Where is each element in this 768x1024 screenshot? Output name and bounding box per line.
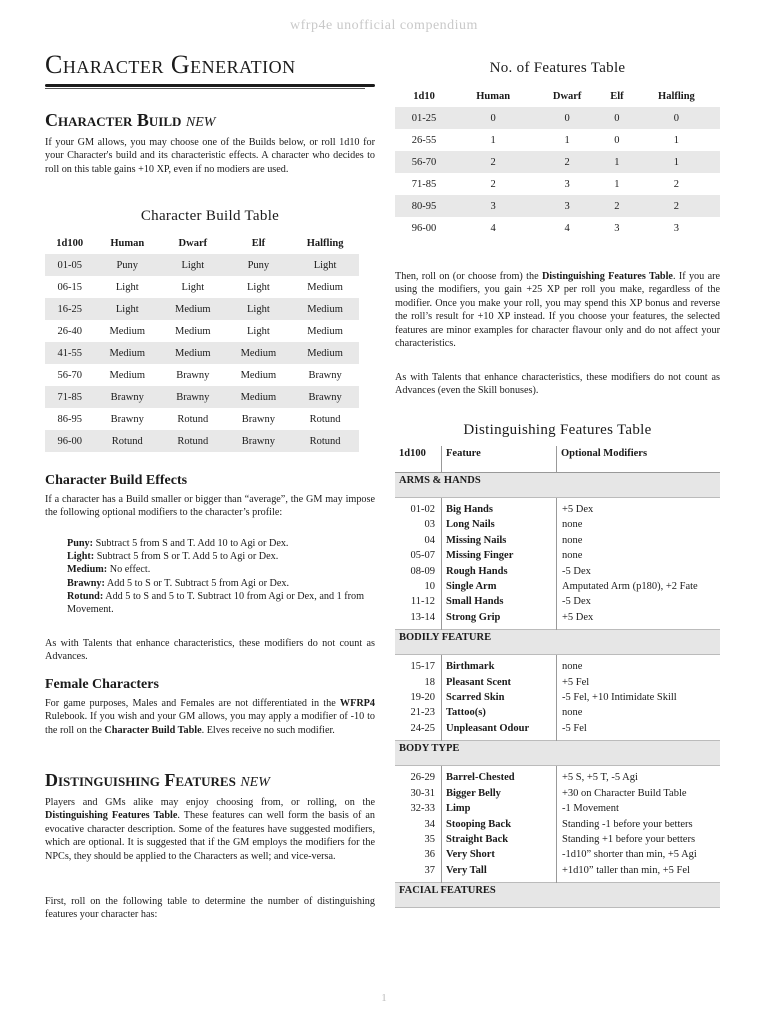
table-cell: Brawny — [110, 413, 144, 425]
roll-cell: 15-17 — [395, 655, 442, 675]
table-row — [395, 107, 720, 129]
category-row — [395, 473, 720, 498]
roll-cell: 04 — [395, 533, 442, 548]
table-row — [395, 675, 720, 690]
modifier-cell: -1d10” shorter than min, +5 Agi — [562, 849, 697, 861]
table-row — [45, 320, 359, 342]
table-row — [395, 847, 720, 862]
table-cell: Light — [226, 298, 292, 320]
table-cell: 1 — [614, 178, 620, 190]
table-cell: 01-05 — [45, 254, 94, 276]
table-cell: Medium — [226, 342, 292, 364]
table-cell: Brawny — [94, 386, 160, 408]
table-cell: 06-15 — [57, 281, 82, 293]
table-cell: Light — [115, 281, 139, 293]
column-header: 1d10 — [413, 90, 435, 102]
feature-cell: Rough Hands — [442, 564, 557, 579]
table-row — [395, 533, 720, 548]
feature-cell: Unpleasant Odour — [442, 721, 557, 741]
table-cell: Light — [247, 281, 270, 293]
table-cell: 01-25 — [395, 107, 453, 129]
table-cell: Brawny — [308, 369, 342, 381]
title-rule — [45, 84, 375, 87]
feature-cell: Missing Finger — [442, 548, 557, 563]
table-row — [395, 517, 720, 532]
table-row — [395, 129, 720, 151]
table-row — [395, 498, 720, 518]
roll-cell: 08-09 — [395, 564, 442, 579]
modifier-cell: +5 Fel — [562, 676, 590, 688]
roll-cell: 03 — [395, 517, 442, 532]
modifier-cell: -1 Movement — [562, 803, 619, 815]
table-cell: Brawny — [160, 386, 226, 408]
table-cell: Rotund — [94, 430, 160, 452]
table-cell: 3 — [564, 178, 570, 190]
column-header: Feature — [442, 446, 557, 473]
feature-cell: Bigger Belly — [442, 786, 557, 801]
table-cell: 2 — [453, 151, 533, 173]
table-header-row — [395, 85, 720, 107]
title-rule-thin — [45, 88, 365, 89]
feature-cell: Long Nails — [442, 517, 557, 532]
modifier-cell: -5 Fel, +10 Intimidate Skill — [562, 692, 677, 704]
feature-cell: Pleasant Scent — [442, 675, 557, 690]
table-cell: 56-70 — [57, 369, 82, 381]
column-header: Human — [476, 90, 511, 102]
table-row — [395, 195, 720, 217]
modifier-cell: +5 Dex — [562, 611, 594, 623]
table-cell: Brawny — [241, 413, 276, 425]
effect-item — [67, 577, 367, 590]
modifier-cell: -5 Dex — [562, 596, 591, 608]
table-cell: 16-25 — [45, 298, 94, 320]
roll-cell: 36 — [395, 847, 442, 862]
modifier-cell: none — [562, 707, 583, 719]
distinguishing-features-table-title: Distinguishing Features Table — [463, 422, 652, 438]
roll-cell: 11-12 — [395, 594, 442, 609]
column-header: Halfling — [658, 90, 695, 102]
column-header: Dwarf — [178, 237, 208, 249]
table-cell: Brawny — [226, 430, 292, 452]
feature-cell: Small Hands — [442, 594, 557, 609]
roll-cell: 05-07 — [395, 548, 442, 563]
table-row — [395, 863, 720, 883]
modifier-cell: +30 on Character Build Table — [562, 787, 687, 799]
table-row — [395, 151, 720, 173]
table-row — [395, 832, 720, 847]
feature-cell: Barrel-Chested — [442, 766, 557, 786]
table-cell: 2 — [673, 178, 680, 190]
table-cell: Light — [94, 298, 160, 320]
roll-cell: 26-29 — [395, 766, 442, 786]
new-tag: NEW — [240, 775, 270, 790]
table-cell: Medium — [291, 298, 359, 320]
table-row — [395, 766, 720, 786]
table-cell: 1 — [633, 151, 720, 173]
modifier-cell: Amputated Arm (p180), +2 Fate — [562, 581, 698, 593]
modifier-cell: +5 Dex — [562, 504, 594, 515]
effect-text: Add 5 to S or T. Subtract 5 from Agi or Dex. — [104, 577, 290, 589]
table-cell: Rotund — [291, 430, 359, 452]
table-row — [45, 430, 359, 452]
table-row — [45, 254, 359, 276]
table-cell: 26-55 — [411, 134, 437, 146]
table-cell: 3 — [533, 195, 601, 217]
table-row — [395, 594, 720, 609]
table-row — [395, 610, 720, 630]
column-header: 1d100 — [56, 237, 84, 249]
effect-item — [67, 537, 367, 550]
table-cell: 3 — [673, 222, 680, 234]
table-cell: 2 — [601, 195, 633, 217]
table-cell: 1 — [564, 134, 570, 146]
roll-cell: 35 — [395, 832, 442, 847]
roll-cell: 01-02 — [395, 498, 442, 518]
table-cell: Light — [247, 325, 270, 337]
roll-cell: 30-31 — [395, 786, 442, 801]
table-cell: 1 — [673, 134, 680, 146]
table-row — [395, 786, 720, 801]
feature-cell: Missing Nails — [442, 533, 557, 548]
feature-cell: Birthmark — [442, 655, 557, 675]
roll-cell: 32-33 — [395, 801, 442, 816]
table-cell: 0 — [614, 134, 620, 146]
table-row — [395, 655, 720, 675]
table-row — [45, 298, 359, 320]
table-cell: Brawny — [176, 369, 210, 381]
roll-cell: 10 — [395, 579, 442, 594]
table-cell: 2 — [490, 178, 496, 190]
table-row — [395, 705, 720, 720]
category-label: BODY TYPE — [395, 741, 720, 766]
effect-item — [67, 590, 367, 616]
table-header-row — [395, 446, 720, 473]
table-cell: 3 — [453, 195, 533, 217]
table-header-row — [45, 232, 359, 254]
column-header: Elf — [610, 90, 624, 102]
category-label: ARMS & HANDS — [395, 473, 720, 498]
feature-cell: Strong Grip — [442, 610, 557, 630]
table-cell: Rotund — [309, 413, 341, 425]
table-row — [45, 276, 359, 298]
modifier-cell: Standing -1 before your betters — [562, 818, 693, 830]
table-cell: 0 — [453, 107, 533, 129]
table-cell: 0 — [633, 107, 720, 129]
features-advances-note: As with Talents that enhance characteristics, these modifiers do not count as Advances (even the Skill bonuses). — [395, 372, 720, 397]
table-cell: 26-40 — [57, 325, 82, 337]
character-build-table-title: Character Build Table — [140, 208, 280, 224]
features-roll-instructions: Then, roll on (or choose from) the Distinguishing Features Table. If you are using the modifiers, you gain +25 XP per roll you make, regardless of the modifier. Once you make your roll, you may spend this XP bonus and reverse the roll’s result for +10 XP instead. If you choose your features, the selected features are minor examples for character flavour only and do not affect your characteristics. — [395, 271, 721, 350]
running-header: wfrp4e unofficial compendium — [290, 18, 478, 33]
table-row — [395, 801, 720, 816]
table-cell: Medium — [240, 369, 277, 381]
category-row — [395, 883, 720, 908]
table-row — [395, 721, 720, 741]
build-effects-intro: If a character has a Build smaller or bigger than “average”, the GM may impose the following optional modifiers to the character’s profile: — [45, 494, 375, 519]
roll-cell: 13-14 — [395, 610, 442, 630]
feature-cell: Tattoo(s) — [442, 705, 557, 720]
table-cell: 71-85 — [411, 178, 437, 190]
table-cell: Light — [160, 254, 226, 276]
roll-cell: 18 — [395, 675, 442, 690]
distinguishing-features-table — [395, 446, 720, 908]
table-cell: Medium — [175, 325, 211, 337]
build-effects-heading: Character Build Effects — [45, 473, 188, 488]
table-cell: Medium — [291, 342, 359, 364]
table-cell: 41-55 — [45, 342, 94, 364]
table-cell: Light — [181, 281, 205, 293]
category-label: BODILY FEATURE — [395, 630, 720, 655]
modifier-cell: +5 S, +5 T, -5 Agi — [562, 772, 638, 784]
distinguishing-features-heading: Distinguishing Features NEW — [45, 770, 270, 790]
roll-cell: 21-23 — [395, 705, 442, 720]
roll-cell: 34 — [395, 817, 442, 832]
effect-term: Medium: — [67, 564, 108, 576]
feature-cell: Very Short — [442, 847, 557, 862]
female-characters-heading: Female Characters — [45, 677, 159, 692]
modifier-cell: none — [562, 534, 583, 546]
category-row — [395, 630, 720, 655]
table-row — [395, 579, 720, 594]
effect-text: Subtract 5 from S and T. Add 10 to Agi or Dex. — [93, 538, 289, 549]
modifier-cell: none — [562, 661, 583, 673]
table-cell: Medium — [94, 342, 160, 364]
modifier-cell: -5 Fel — [562, 722, 587, 734]
character-build-intro: If your GM allows, you may choose one of the Builds below, or roll 1d10 for your Character's build and its characteristic effects. A character who decides to roll on this table gains +10 XP, even if no modiers are used. — [45, 137, 375, 175]
feature-cell: Big Hands — [442, 498, 557, 518]
table-cell: 1 — [490, 134, 496, 146]
table-row — [45, 408, 359, 430]
table-cell: Medium — [109, 369, 146, 381]
table-row — [395, 564, 720, 579]
effect-item — [67, 563, 367, 576]
column-header: Human — [110, 237, 145, 249]
table-cell: 80-95 — [395, 195, 453, 217]
modifier-cell: -5 Dex — [562, 565, 591, 577]
table-cell: Medium — [226, 386, 292, 408]
feature-cell: Straight Back — [442, 832, 557, 847]
table-row — [45, 364, 359, 386]
column-header: 1d100 — [395, 446, 442, 473]
num-features-table — [395, 85, 720, 239]
table-row — [395, 217, 720, 239]
feature-cell: Limp — [442, 801, 557, 816]
table-row — [395, 690, 720, 705]
distinguishing-features-text: Players and GMs alike may enjoy choosing from, or rolling, on the Distinguishing Features Table. These features can well form the basis of an evocative character description. Some of the features have suggested modifiers, which are optional. It is suggested that if the GM employs the modifiers for the NPCs, they should be applied to the Characters as well; and vice-versa. — [45, 797, 375, 862]
table-row — [395, 548, 720, 563]
column-header: Optional Modifiers — [557, 446, 721, 473]
table-cell: Rotund — [160, 430, 226, 452]
table-row — [395, 817, 720, 832]
feature-cell: Scarred Skin — [442, 690, 557, 705]
table-cell: Medium — [160, 298, 226, 320]
table-cell: 4 — [490, 222, 496, 234]
table-cell: 2 — [633, 195, 720, 217]
build-effects-note: As with Talents that enhance characteristics, these modifiers do not count as Advances. — [45, 638, 375, 663]
roll-cell: 19-20 — [395, 690, 442, 705]
effect-term: Rotund: — [67, 590, 104, 602]
page-title: Character Generation — [45, 50, 296, 79]
table-cell: 0 — [601, 107, 633, 129]
table-cell: Light — [291, 254, 359, 276]
modifier-cell: +1d10” taller than min, +5 Fel — [562, 864, 690, 876]
female-characters-text: For game purposes, Males and Females are not differentiated in the WFRP4 Rulebook. If you wish and your GM allows, you may apply a modifier of -10 to the roll on the Character Build Table. Elves receive no such modifier. — [45, 698, 375, 736]
new-tag: NEW — [185, 115, 216, 130]
table-cell: Medium — [307, 281, 343, 293]
feature-cell: Very Tall — [442, 863, 557, 883]
num-features-table-title: No. of Features Table — [489, 60, 626, 76]
table-row — [45, 342, 359, 364]
column-header: Halfling — [306, 237, 344, 249]
column-header: Elf — [251, 237, 266, 249]
table-cell: 4 — [564, 222, 570, 234]
category-label: FACIAL FEATURES — [395, 883, 720, 908]
table-cell: Puny — [226, 254, 292, 276]
effect-item — [67, 550, 367, 563]
table-cell: 86-95 — [57, 413, 82, 425]
roll-cell: 37 — [395, 863, 442, 883]
roll-cell: 24-25 — [395, 721, 442, 741]
table-cell: Brawny — [291, 386, 359, 408]
table-row — [45, 386, 359, 408]
effect-text: Add 5 to S and 5 to T. Subtract 10 from Agi or Dex, and 1 from Movement. — [67, 590, 365, 616]
modifier-cell: none — [562, 519, 583, 531]
table-cell: Puny — [94, 254, 160, 276]
table-cell: 96-00 — [45, 430, 94, 452]
table-cell: 2 — [533, 151, 601, 173]
character-build-table — [45, 232, 359, 452]
category-row — [395, 741, 720, 766]
table-cell: 71-85 — [45, 386, 94, 408]
effect-text: Subtract 5 from S or T. Add 5 to Agi or Dex. — [94, 551, 279, 563]
modifier-cell: Standing +1 before your betters — [562, 833, 696, 845]
modifier-cell: none — [562, 550, 583, 562]
table-row — [395, 173, 720, 195]
table-cell: Medium — [109, 325, 146, 337]
table-cell: 0 — [533, 107, 601, 129]
table-cell: Medium — [307, 325, 343, 337]
feature-cell: Stooping Back — [442, 817, 557, 832]
table-cell: Medium — [160, 342, 226, 364]
table-cell: 3 — [614, 222, 620, 234]
effect-term: Puny: — [67, 538, 94, 549]
table-cell: Rotund — [177, 413, 209, 425]
feature-cell: Single Arm — [442, 579, 557, 594]
page-number: 1 — [381, 992, 387, 1004]
table-cell: 96-00 — [411, 222, 437, 234]
effect-text: No effect. — [107, 564, 151, 576]
column-header: Dwarf — [552, 90, 582, 102]
effect-term: Brawny: — [67, 577, 105, 589]
effect-term: Light: — [67, 551, 95, 563]
table-cell: 56-70 — [395, 151, 453, 173]
table-cell: 1 — [601, 151, 633, 173]
distinguishing-features-roll-text: First, roll on the following table to determine the number of distinguishing features your character has: — [45, 896, 375, 921]
build-effects-list — [67, 537, 367, 616]
character-build-heading: Character Build NEW — [45, 110, 216, 130]
